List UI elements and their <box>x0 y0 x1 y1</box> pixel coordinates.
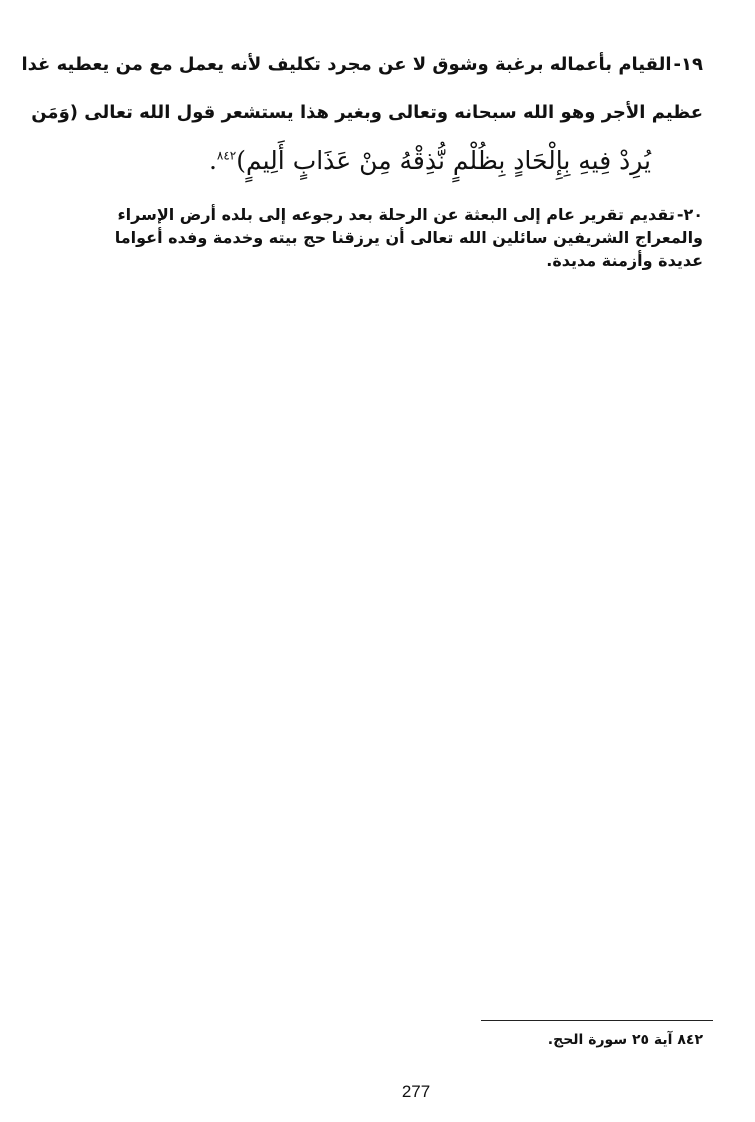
footnote-separator <box>481 1020 713 1021</box>
quran-verse: يُرِدْ فِيهِ بِإِلْحَادٍ بِظُلْمٍ نُّذِقْهُ مِنْ عَذَابٍ أَلِيمٍ)$^{٨٤٢}$. <box>208 146 651 175</box>
item-19-line-2: عظيم الأجر وهو الله سبحانه وتعالى وبغير هذا يستشعر قول الله تعالى (وَمَن <box>31 102 703 123</box>
page-number: 277 <box>401 1082 431 1101</box>
item-number: ٢٠- <box>676 205 703 224</box>
list-item-20 <box>103 203 703 272</box>
item-20-line-1: ٢٠-تقديم تقرير عام إلى البعثة عن الرحلة بعد رجوعه إلى بلده أرض الإسراء <box>117 205 703 224</box>
item-20-line-2: والمعراج الشريفين سائلين الله تعالى أن يرزقنا حج بيته وخدمة وفده أعواما <box>114 228 703 247</box>
item-19-line-1: ١٩-القيام بأعماله برغبة وشوق لا عن مجرد تكليف لأنه يعمل مع من يعطيه غدا <box>21 54 703 75</box>
item-number: ١٩- <box>673 54 703 75</box>
footnote: ٨٤٢ آية ٢٥ سورة الحج. <box>547 1032 703 1048</box>
list-item-19 <box>21 52 703 184</box>
footnote-reference: ٨٤٢ <box>216 148 237 163</box>
item-20-line-3: عديدة وأزمنة مديدة. <box>546 251 703 270</box>
